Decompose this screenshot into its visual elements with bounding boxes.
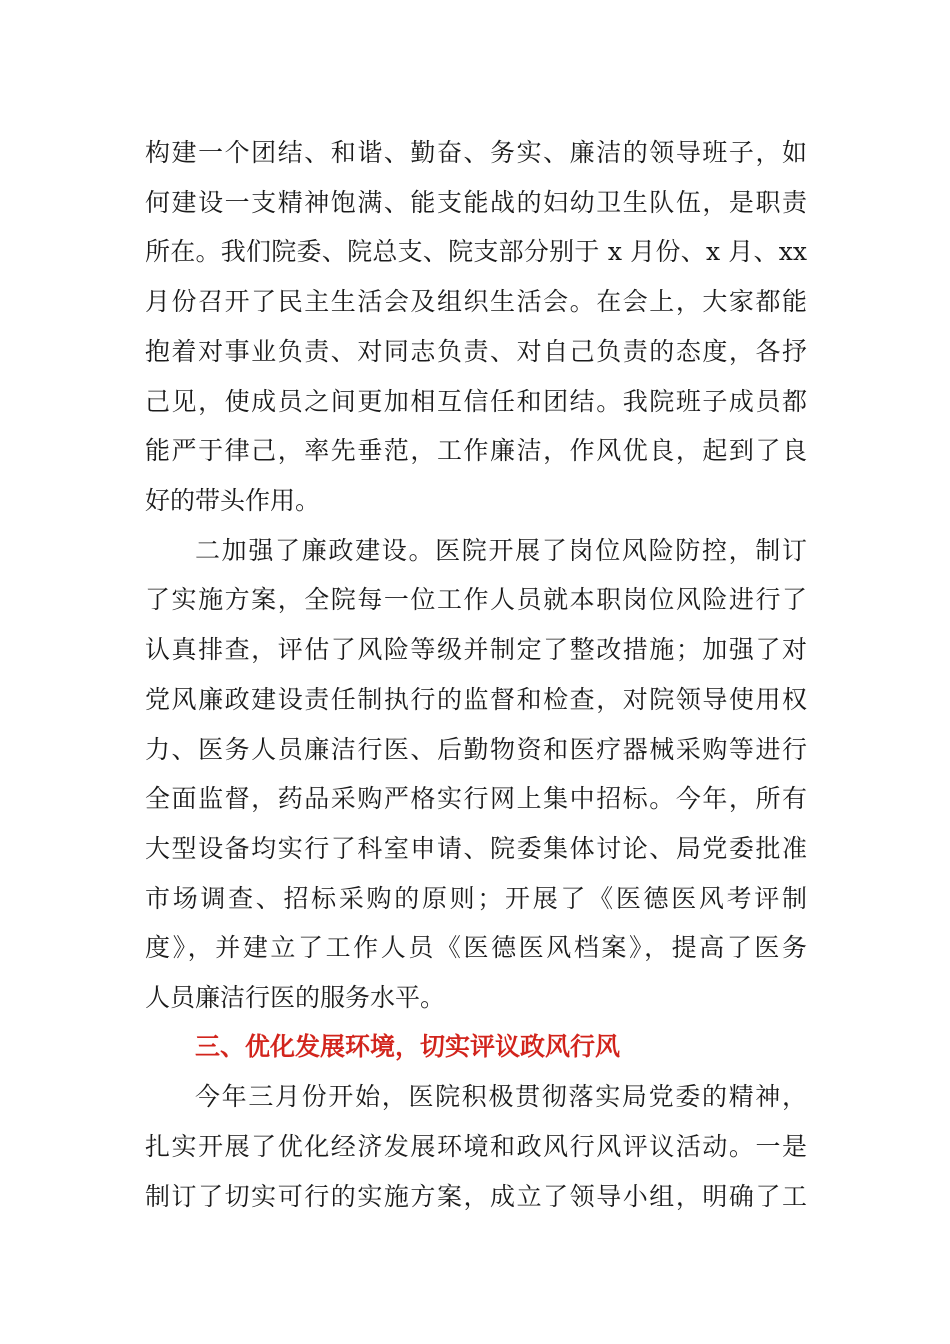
paragraph-2-line-9: 度》，并建立了工作人员《医德医风档案》，提高了医务 bbox=[145, 933, 807, 962]
paragraph-3-line-2: 扎实开展了优化经济发展环境和政风行风评议活动。一是 bbox=[145, 1132, 807, 1161]
paragraph-2-line-8: 市场调查、招标采购的原则；开展了《医德医风考评制 bbox=[145, 884, 807, 913]
paragraph-1-line-1: 构建一个团结、和谐、勤奋、务实、廉洁的领导班子，如 bbox=[145, 138, 807, 167]
paragraph-1-line-5: 抱着对事业负责、对同志负责、对自己负责的态度，各抒 bbox=[145, 337, 807, 366]
section-heading: 三、优化发展环境，切实评议政风行风 bbox=[195, 1032, 621, 1061]
paragraph-1-line-3: 所在。我们院委、院总支、院支部分别于 x 月份、x 月、xx bbox=[145, 237, 807, 266]
paragraph-1-line-8: 好的带头作用。 bbox=[145, 486, 321, 515]
paragraph-3-line-1: 今年三月份开始，医院积极贯彻落实局党委的精神， bbox=[195, 1082, 807, 1111]
paragraph-2-line-5: 力、医务人员廉洁行医、后勤物资和医疗器械采购等进行 bbox=[145, 735, 807, 764]
paragraph-1-line-2: 何建设一支精神饱满、能支能战的妇幼卫生队伍，是职责 bbox=[145, 188, 807, 217]
paragraph-2-line-2: 了实施方案，全院每一位工作人员就本职岗位风险进行了 bbox=[145, 585, 807, 614]
paragraph-1-line-7: 能严于律己，率先垂范，工作廉洁，作风优良，起到了良 bbox=[145, 436, 807, 465]
paragraph-3-line-3: 制订了切实可行的实施方案，成立了领导小组，明确了工 bbox=[145, 1182, 807, 1211]
paragraph-1-line-6: 己见，使成员之间更加相互信任和团结。我院班子成员都 bbox=[145, 387, 807, 416]
paragraph-2-line-10: 人员廉洁行医的服务水平。 bbox=[145, 983, 446, 1012]
paragraph-1-line-4: 月份召开了民主生活会及组织生活会。在会上，大家都能 bbox=[145, 287, 807, 316]
paragraph-2-line-3: 认真排查，评估了风险等级并制定了整改措施；加强了对 bbox=[145, 635, 807, 664]
paragraph-2-line-1: 二加强了廉政建设。医院开展了岗位风险防控，制订 bbox=[195, 536, 807, 565]
paragraph-2-line-6: 全面监督，药品采购严格实行网上集中招标。今年，所有 bbox=[145, 784, 807, 813]
paragraph-2-line-7: 大型设备均实行了科室申请、院委集体讨论、局党委批准 bbox=[145, 834, 807, 863]
paragraph-2-line-4: 党风廉政建设责任制执行的监督和检查，对院领导使用权 bbox=[145, 685, 807, 714]
